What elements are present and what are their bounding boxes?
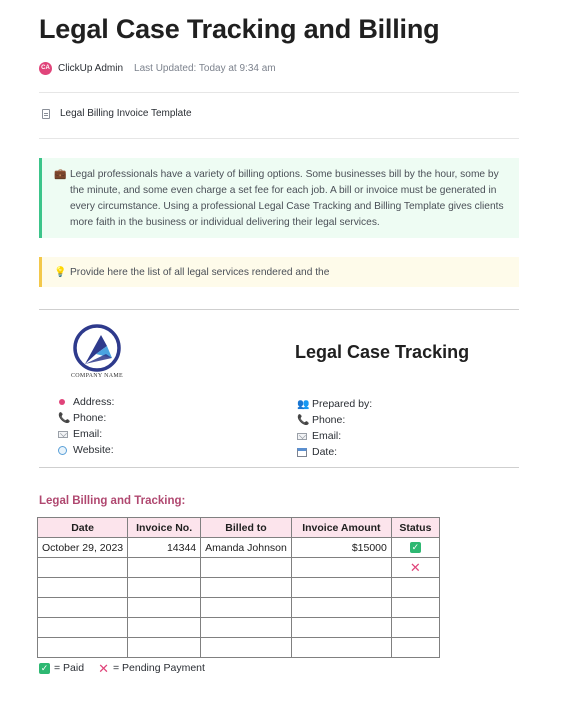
phone-icon: 📞 (297, 414, 310, 426)
cell-billed-to[interactable]: Amanda Johnson (201, 538, 292, 558)
company-name-logo-text: COMPANY NAME (71, 373, 123, 379)
intro-callout-text: Legal professionals have a variety of billing options. Some businesses bill by the hour, some by the minute, and some even charge a set fee for each job. A bill or invoice must be generated in every circumstance. Using a professional Legal Case Tracking and Billing Template gives clients more faith in the business or individual delivering their legal services. (70, 169, 504, 228)
doc-link[interactable] (42, 108, 192, 119)
divider (39, 138, 519, 139)
cell-date[interactable] (38, 618, 128, 638)
table-row (38, 598, 440, 618)
cell-date[interactable] (38, 638, 128, 658)
preparer-phone-field[interactable]: 📞 Phone: (297, 414, 346, 426)
table-row (38, 618, 440, 638)
cell-status[interactable] (391, 598, 439, 618)
intro-callout (39, 158, 519, 238)
cell-invoice-no[interactable] (128, 578, 201, 598)
column-header-invoice-no[interactable]: Invoice No. (128, 518, 201, 538)
cell-status[interactable] (391, 578, 439, 598)
lightbulb-icon: 💡 (54, 266, 67, 278)
cell-date[interactable] (38, 598, 128, 618)
legend-paid-label: = Paid (54, 662, 85, 674)
phone-field[interactable]: 📞 Phone: (58, 412, 107, 424)
table-row (38, 578, 440, 598)
divider (39, 467, 519, 468)
cell-status[interactable] (391, 558, 439, 578)
cell-invoice-no[interactable] (128, 638, 201, 658)
document-icon (42, 109, 50, 119)
cell-amount[interactable] (291, 558, 391, 578)
cell-status[interactable] (391, 538, 439, 558)
preparer-email-field[interactable]: Email: (297, 428, 372, 444)
cell-invoice-no[interactable] (128, 618, 201, 638)
cell-amount[interactable] (291, 618, 391, 638)
date-field[interactable]: Date: (297, 444, 372, 460)
calendar-icon (297, 448, 312, 457)
table-header-row (38, 518, 440, 538)
cell-status[interactable] (391, 638, 439, 658)
document-meta (39, 61, 276, 75)
billing-table (37, 517, 440, 658)
avatar[interactable]: CA (39, 62, 52, 75)
divider (39, 92, 519, 93)
address-field[interactable]: Address: (58, 394, 114, 410)
status-legend (39, 662, 209, 674)
mail-icon (297, 433, 312, 440)
cell-invoice-no[interactable]: 14344 (128, 538, 201, 558)
paid-check-icon: ✓ (411, 542, 420, 553)
cell-billed-to[interactable] (201, 598, 292, 618)
divider (39, 309, 519, 310)
company-contact-fields (58, 394, 114, 458)
table-row (38, 538, 440, 558)
document-heading: Legal Case Tracking (295, 342, 470, 362)
cell-amount[interactable] (291, 578, 391, 598)
cell-billed-to[interactable] (201, 558, 292, 578)
paid-check-icon: ✓ (40, 662, 49, 673)
column-header-billed-to[interactable]: Billed to (201, 518, 292, 538)
cell-date[interactable] (38, 558, 128, 578)
email-field[interactable]: Email: (58, 426, 114, 442)
author-name[interactable]: ClickUp Admin (58, 62, 124, 74)
cell-invoice-no[interactable] (128, 558, 201, 578)
table-row (38, 558, 440, 578)
cell-billed-to[interactable] (201, 578, 292, 598)
cell-amount[interactable] (291, 638, 391, 658)
cell-billed-to[interactable] (201, 638, 292, 658)
table-row (38, 638, 440, 658)
pending-cross-icon: ✕ (98, 660, 109, 676)
tip-callout-text: Provide here the list of all legal services rendered and the (70, 266, 330, 278)
briefcase-icon: 💼 (54, 169, 67, 180)
cell-date[interactable] (38, 578, 128, 598)
cell-amount[interactable]: $15000 (291, 538, 391, 558)
website-field[interactable]: Website: (58, 442, 114, 458)
cell-status[interactable] (391, 618, 439, 638)
cell-billed-to[interactable] (201, 618, 292, 638)
cell-invoice-no[interactable] (128, 598, 201, 618)
pending-cross-icon: ✕ (409, 560, 421, 576)
last-updated: Last Updated: Today at 9:34 am (134, 62, 276, 74)
cell-date[interactable]: October 29, 2023 (38, 538, 128, 558)
globe-icon (58, 446, 73, 455)
prepared-by-field[interactable]: 👥 Prepared by: (297, 398, 373, 410)
preparer-fields (297, 396, 372, 460)
pin-icon (58, 399, 73, 405)
legend-pending-label: = Pending Payment (112, 662, 205, 674)
doc-link-label[interactable]: Legal Billing Invoice Template (60, 108, 192, 119)
column-header-date[interactable]: Date (38, 518, 128, 538)
company-logo (70, 324, 124, 380)
tip-callout (39, 257, 519, 287)
billing-section-title: Legal Billing and Tracking: (39, 495, 186, 507)
page-title: Legal Case Tracking and Billing (39, 14, 440, 44)
column-header-status[interactable]: Status (391, 518, 439, 538)
people-icon: 👥 (297, 398, 310, 410)
mail-icon (58, 431, 73, 438)
column-header-invoice-amount[interactable]: Invoice Amount (291, 518, 391, 538)
phone-icon: 📞 (58, 412, 71, 424)
cell-amount[interactable] (291, 598, 391, 618)
